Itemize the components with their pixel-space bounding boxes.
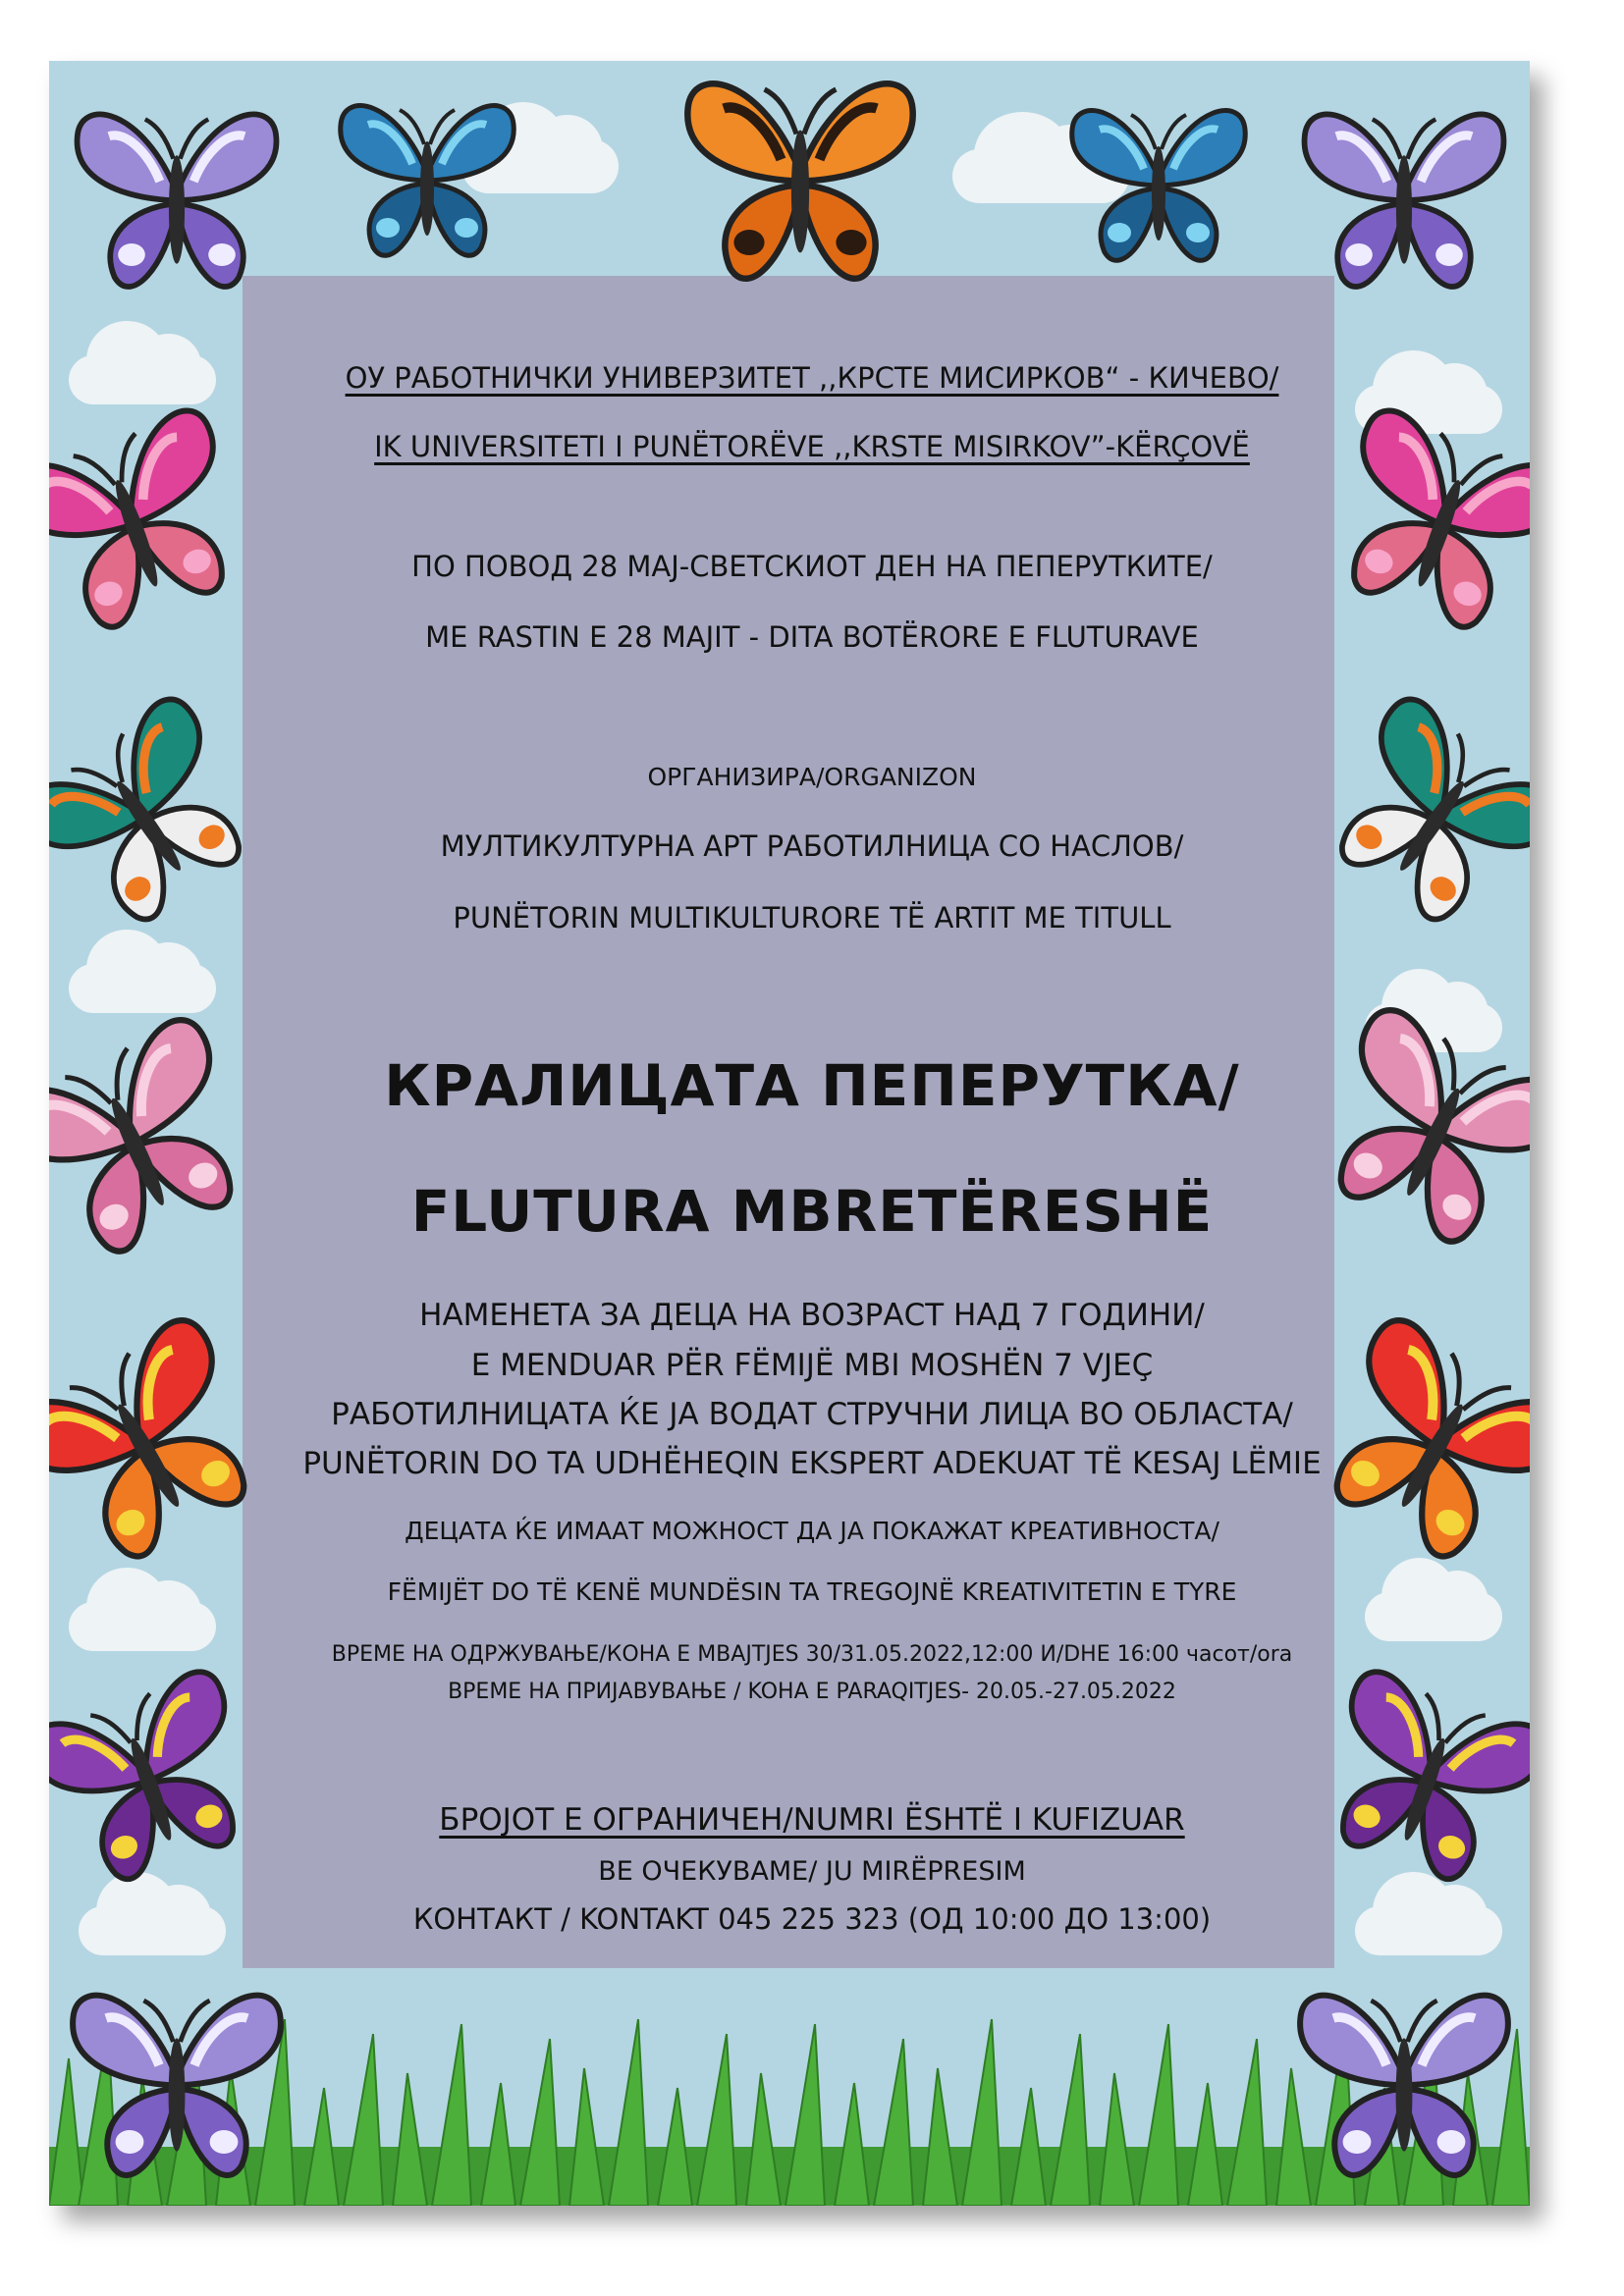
workshop-mk: МУЛТИКУЛТУРНА АРТ РАБОТИЛНИЦА СО НАСЛОВ/ (440, 829, 1184, 863)
purple-butterfly-icon (59, 1965, 295, 2201)
registration-time: ВРЕМЕ НА ПРИЈАВУВАЊЕ / KOHA E PARAQITJES- 20.05.-27.05.2022 (448, 1680, 1176, 1704)
occasion-mk: ПО ПОВОД 28 МАЈ-СВЕТСКИОТ ДЕН НА ПЕПЕРУТКИТЕ/ (411, 550, 1213, 583)
institution-mk: ОУ РАБОТНИЧКИ УНИВЕРЗИТЕТ ,,КРСТЕ МИСИРКОВ“ - КИЧЕВО/ (345, 361, 1279, 395)
occasion-sq: ME RASTIN E 28 MAJIT - DITA BOTËRORE E FLUTURAVE (425, 620, 1199, 654)
limited-notice: БРОЈОТ Е ОГРАНИЧЕН/NUMRI ËSHTË I KUFIZUAR (439, 1802, 1185, 1838)
purple-butterfly-icon (64, 61, 290, 341)
purple-butterfly-icon (1291, 61, 1517, 341)
institution-sq: IK UNIVERSITETI I PUNËTORËVE ,,KRSTE MISIRKOV”-KËRÇOVË (374, 430, 1250, 463)
title-sq: FLUTURA MBRETËRESHË (410, 1178, 1214, 1245)
content-panel (243, 276, 1334, 1968)
event-time: ВРЕМЕ НА ОДРЖУВАЊЕ/КОНА Е MBAJTJES 30/31.05.2022,12:00 И/DHE 16:00 часот/ora (331, 1642, 1293, 1667)
contact-info: КОНТАКТ / KONTAKT 045 225 323 (ОД 10:00 ДО 13:00) (412, 1902, 1212, 1936)
creativity-sq: FËMIJËT DO TË KENË MUNDËSIN TA TREGOJNË KREATIVITETIN E TYRE (387, 1577, 1237, 1606)
orange-monarch-butterfly-icon (658, 61, 943, 306)
creativity-mk: ДЕЦАТА ЌЕ ИМААТ МОЖНОСТ ДА ЈА ПОКАЖАТ КРЕАТИВНОСТА/ (405, 1517, 1219, 1545)
workshop-sq: PUNËTORIN MULTIKULTURORE TË ARTIT ME TITULL (453, 901, 1171, 934)
organizer-label: ОРГАНИЗИРА/ORGANIZON (647, 763, 977, 791)
blue-butterfly-icon (309, 80, 545, 277)
lead-sq: PUNËTORIN DO TA UDHËHEQIN EKSPERT ADEKUAT TË KESAJ LËMIE (302, 1446, 1322, 1481)
lead-mk: РАБОТИЛНИЦАТА ЌЕ ЈА ВОДАТ СТРУЧНИ ЛИЦА ВО ОБЛАСТА/ (331, 1397, 1293, 1432)
age-mk: НАМЕНЕТА ЗА ДЕЦА НА ВОЗРАСТ НАД 7 ГОДИНИ/ (419, 1298, 1205, 1333)
purple-butterfly-icon (1286, 1965, 1522, 2201)
welcome-text: ВЕ ОЧЕКУВАМЕ/ JU MIRËPRESIM (598, 1856, 1026, 1887)
age-sq: E MENDUAR PËR FËMIJË MBI MOSHËN 7 VJEÇ (470, 1348, 1154, 1383)
title-mk: КРАЛИЦАТА ПЕПЕРУТКА/ (384, 1052, 1240, 1119)
blue-butterfly-icon (1041, 85, 1276, 282)
